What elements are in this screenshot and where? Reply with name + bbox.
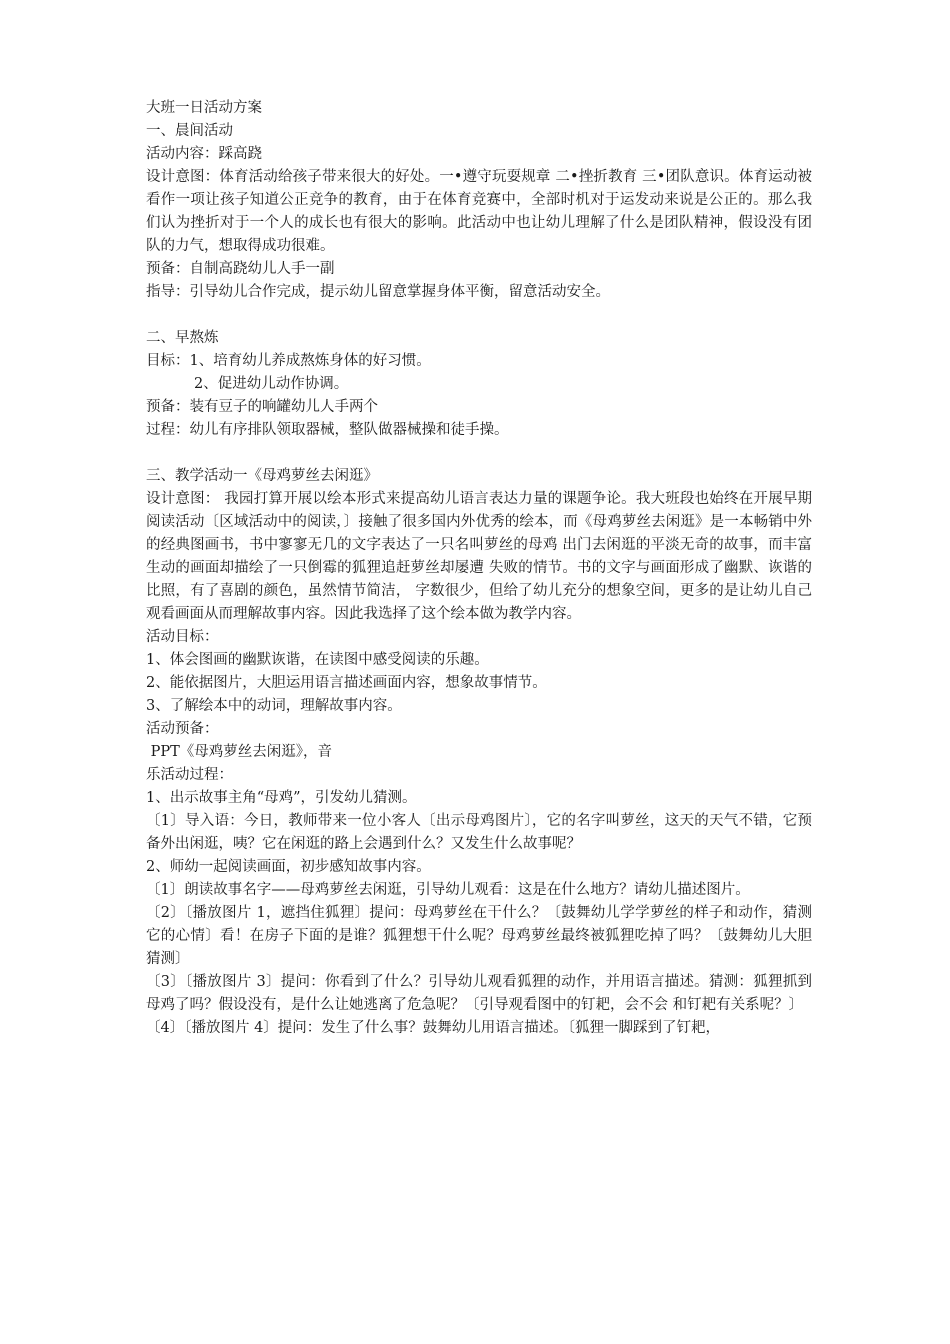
section3-step-2: 2、师幼一起阅读画面，初步感知故事内容。: [146, 859, 431, 875]
section2-prep: 预备：装有豆子的响罐幼儿人手两个: [146, 399, 378, 415]
section3-goal-1: 1、体会图画的幽默诙谐，在读图中感受阅读的乐趣。: [146, 652, 489, 668]
spacer: [146, 304, 812, 327]
section3-intent: 设计意图： 我园打算开展以绘本形式来提高幼儿语言表达力量的课题争论。我大班段也始终在开展早期阅读活动〔区域活动中的阅读，〕接触了很多国内外优秀的绘本，而《母鸡萝丝去闲逛》是一本畅销中外的经典图画书，书中寥寥无几的文字表达了一只名叫萝丝的母鸡 出门去闲逛的平淡无奇的故事，而丰富生动的画面却描绘了一只倒霉的狐狸追赶萝丝却屡遭 失败的情节。书的文字与画面形成了幽默、诙谐的比照，有了喜剧的颜色，虽然情节简洁， 字数很少，但给了幼儿充分的想象空间，更多的是让幼儿自己观看画面从而理解故事内容。因此我选择了这个绘本做为教学内容。: [146, 491, 812, 622]
section2-goal-1: 目标：1、培育幼儿养成熬炼身体的好习惯。: [146, 353, 431, 369]
spacer: [146, 442, 812, 465]
section3-goals-label: 活动目标：: [146, 629, 219, 645]
section1-heading: 一、晨间活动: [146, 123, 233, 139]
section1-prep: 预备：自制高跷幼儿人手一副: [146, 261, 335, 277]
section1-intent: 设计意图：体育活动给孩子带来很大的好处。一•遵守玩耍规章 二•挫折教育 三•团队意识。体育运动被看作一项让孩子知道公正竞争的教育，由于在体育竞赛中，全部时机对于运发动来说是公正的。那么我们认为挫折对于一个人的成长也有很大的影响。此活动中也让幼儿理解了什么是团队精神，假设没有团队的力气，想取得成功很难。: [146, 169, 812, 254]
section3-step-2-4: 〔4〕〔播放图片 4〕提问：发生了什么事？鼓舞幼儿用语言描述。〔狐狸一脚踩到了钉耙，: [146, 1020, 721, 1036]
section3-step-2-2: 〔2〕〔播放图片 1，遮挡住狐狸〕提问：母鸡萝丝在干什么？〔鼓舞幼儿学学萝丝的样子和动作，猜测它的心情〕看！在房子下面的是谁？狐狸想干什么呢？母鸡萝丝最终被狐狸吃掉了吗？〔鼓舞幼儿大胆猜测〕: [146, 905, 812, 967]
section3-prep-item: PPT《母鸡萝丝去闲逛》，音: [146, 744, 333, 760]
section3-goal-2: 2、能依据图片，大胆运用语言描述画面内容，想象故事情节。: [146, 675, 547, 691]
document-page: [146, 97, 812, 1040]
section3-step-1-1: 〔1〕导入语：今日，教师带来一位小客人〔出示母鸡图片〕，它的名字叫萝丝，这天的天气不错，它预备外出闲逛，咦？它在闲逛的路上会遇到什么？又发生什么故事呢？: [146, 813, 812, 852]
section3-heading: 三、教学活动一《母鸡萝丝去闲逛》: [146, 468, 378, 484]
section1-guide: 指导：引导幼儿合作完成，提示幼儿留意掌握身体平衡，留意活动安全。: [146, 284, 610, 300]
section3-step-2-3: 〔3〕〔播放图片 3〕提问：你看到了什么？引导幼儿观看狐狸的动作，并用语言描述。猜测：狐狸抓到母鸡了吗？假设没有，是什么让她逃离了危急呢？〔引导观看图中的钉耙，会不会 和钉耙有关系呢？〕: [146, 974, 812, 1013]
section3-process-label: 乐活动过程：: [146, 767, 233, 783]
section2-process: 过程：幼儿有序排队领取器械，整队做器械操和徒手操。: [146, 422, 509, 438]
section3-step-1: 1、出示故事主角“母鸡”，引发幼儿猜测。: [146, 790, 417, 806]
section3-step-2-1: 〔1〕朗读故事名字——母鸡萝丝去闲逛，引导幼儿观看：这是在什么地方？请幼儿描述图片。: [146, 882, 750, 898]
section3-prep-label: 活动预备：: [146, 721, 219, 737]
section3-goal-3: 3、了解绘本中的动词，理解故事内容。: [146, 698, 402, 714]
section2-heading: 二、早熬炼: [146, 330, 219, 346]
doc-title: 大班一日活动方案: [146, 100, 262, 116]
section1-content: 活动内容：踩高跷: [146, 146, 262, 162]
section2-goal-2: 2、促进幼儿动作协调。: [194, 376, 349, 392]
